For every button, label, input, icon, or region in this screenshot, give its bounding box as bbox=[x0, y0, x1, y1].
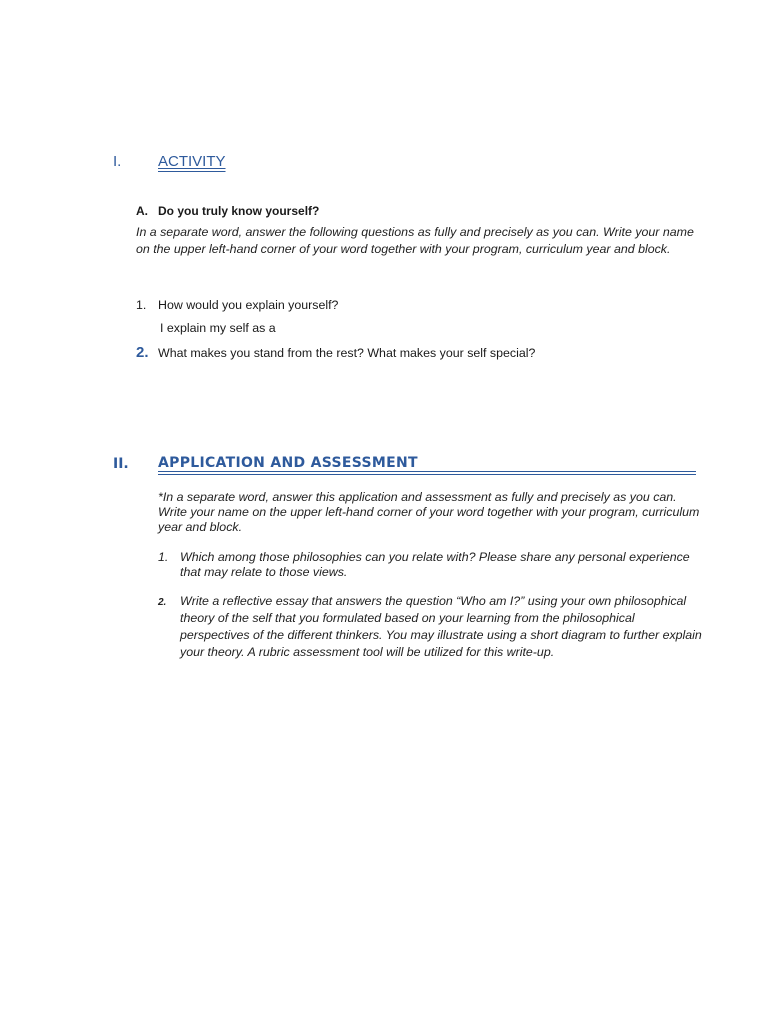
section-2-underline bbox=[158, 471, 696, 472]
section-1-numeral: I. bbox=[113, 153, 122, 170]
assessment-item-1 bbox=[158, 550, 703, 580]
assessment-item-1-number: 1. bbox=[158, 550, 169, 564]
section-1-title: ACTIVITY bbox=[158, 153, 226, 170]
question-1-answer[interactable]: I explain my self as a bbox=[160, 321, 276, 335]
question-1-text: How would you explain yourself? bbox=[158, 298, 339, 312]
subsection-a-letter: A. bbox=[136, 204, 148, 218]
assessment-item-2 bbox=[158, 593, 703, 661]
assessment-item-2-text: Write a reflective essay that answers the question “Who am I?” using your own philosophical theory of the self that you formulated based on your learning from the philosophical perspectives of the different thinkers. You may illustrate using a short diagram to further explain your theory. A rubric assessment tool will be utilized for this write-up. bbox=[180, 594, 702, 659]
subsection-a-title: Do you truly know yourself? bbox=[158, 204, 320, 218]
section-2-underline-secondary bbox=[158, 474, 696, 475]
question-2 bbox=[136, 344, 535, 361]
question-1 bbox=[136, 298, 338, 312]
assessment-item-2-number: 2. bbox=[158, 597, 167, 608]
question-2-number: 2. bbox=[136, 344, 149, 361]
question-2-text: What makes you stand from the rest? What makes your self special? bbox=[158, 346, 536, 360]
subsection-a-heading bbox=[136, 204, 319, 218]
assessment-item-1-text: Which among those philosophies can you relate with? Please share any personal experience that may relate to those views. bbox=[180, 550, 690, 579]
section-2-instructions: *In a separate word, answer this application and assessment as fully and precisely as you can. Write your name on the upper left-hand corner of your word together with your program, curriculum year and block. bbox=[158, 490, 700, 534]
section-1-instructions: In a separate word, answer the following questions as fully and precisely as you can. Write your name on the upper left-hand corner of your word together with your program, curriculum year and block. bbox=[136, 225, 694, 256]
section-2-numeral: II. bbox=[113, 456, 129, 472]
section-2-title: APPLICATION AND ASSESSMENT bbox=[158, 455, 418, 471]
question-1-number: 1. bbox=[136, 298, 147, 312]
